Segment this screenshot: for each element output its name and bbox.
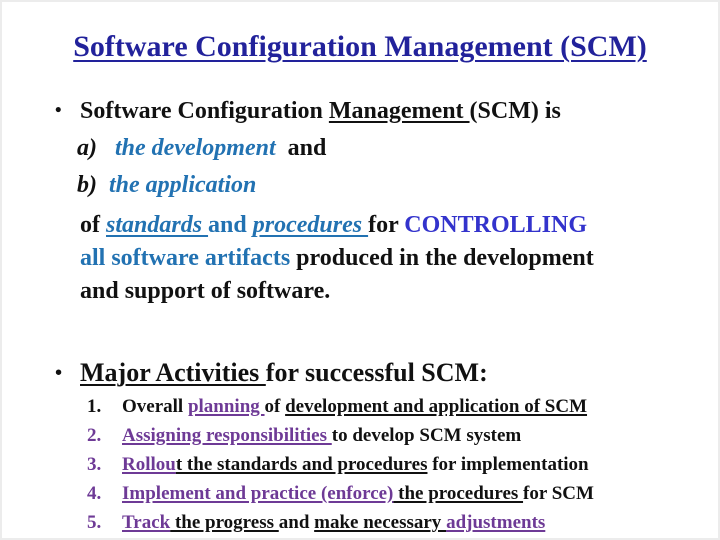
text-run: procedures bbox=[252, 212, 369, 238]
text-run: and bbox=[278, 512, 315, 533]
text-run: Track bbox=[122, 512, 171, 533]
text-run: (SCM) is bbox=[469, 98, 561, 124]
text-run: adjustments bbox=[446, 512, 546, 533]
paragraph-line-1 bbox=[80, 211, 587, 240]
text-run: and bbox=[208, 212, 253, 238]
activity-item-3 bbox=[87, 454, 589, 477]
text-run: CONTROLLING bbox=[404, 212, 587, 238]
item-number: 2. bbox=[87, 425, 102, 446]
paragraph-line-2 bbox=[80, 244, 594, 273]
text-run: for successful SCM: bbox=[265, 358, 488, 387]
activity-item-5 bbox=[87, 512, 545, 535]
text-run: Management bbox=[328, 98, 470, 124]
sub-item-a bbox=[77, 134, 326, 163]
text-run: for bbox=[368, 212, 405, 238]
activity-item-4 bbox=[87, 483, 594, 506]
text-run: of bbox=[80, 212, 106, 238]
sub-item-a-label: a) bbox=[77, 135, 97, 161]
bullet-item-major-activities bbox=[55, 357, 488, 388]
text-run: Assigning responsibilities bbox=[122, 425, 332, 446]
item-number: 5. bbox=[87, 512, 102, 533]
sub-item-b-label: b) bbox=[77, 172, 97, 198]
activity-item-1 bbox=[87, 396, 587, 419]
slide-title: Software Configuration Management (SCM) bbox=[73, 30, 647, 63]
text-run: all software artifacts bbox=[80, 245, 291, 271]
text-run: the procedures bbox=[393, 483, 524, 504]
text-run: t the standards and procedures bbox=[175, 454, 428, 475]
text-run: make necessary bbox=[314, 512, 447, 533]
text-run: and bbox=[275, 135, 327, 161]
paragraph-line-3 bbox=[80, 277, 330, 306]
text-run: of bbox=[264, 396, 286, 417]
text-run: Rollou bbox=[122, 454, 176, 475]
text-run: development and application of SCM bbox=[285, 396, 588, 417]
text-run: planning bbox=[187, 396, 265, 417]
text-run: for implementation bbox=[427, 454, 589, 475]
bullet-icon: • bbox=[55, 100, 62, 122]
text-run: Overall bbox=[122, 396, 188, 417]
text-run: Implement and practice (enforce) bbox=[122, 483, 394, 504]
text-run: the application bbox=[97, 172, 257, 198]
text-run: Software Configuration bbox=[80, 98, 329, 124]
text-run: the development bbox=[97, 135, 276, 161]
text-run: and support of software. bbox=[80, 278, 331, 304]
text-run: Major Activities bbox=[80, 358, 266, 387]
bullet-icon: • bbox=[55, 362, 63, 385]
item-number: 3. bbox=[87, 454, 102, 475]
text-run: produced in the development bbox=[290, 245, 594, 271]
item-number: 4. bbox=[87, 483, 102, 504]
text-run: to develop SCM system bbox=[331, 425, 522, 446]
item-number: 1. bbox=[87, 396, 102, 417]
activity-item-2 bbox=[87, 425, 521, 448]
text-run: for SCM bbox=[523, 483, 594, 504]
bullet-item-scm-definition bbox=[55, 97, 561, 126]
text-run: the progress bbox=[170, 512, 279, 533]
sub-item-b bbox=[77, 171, 256, 200]
text-run: standards bbox=[106, 212, 209, 238]
